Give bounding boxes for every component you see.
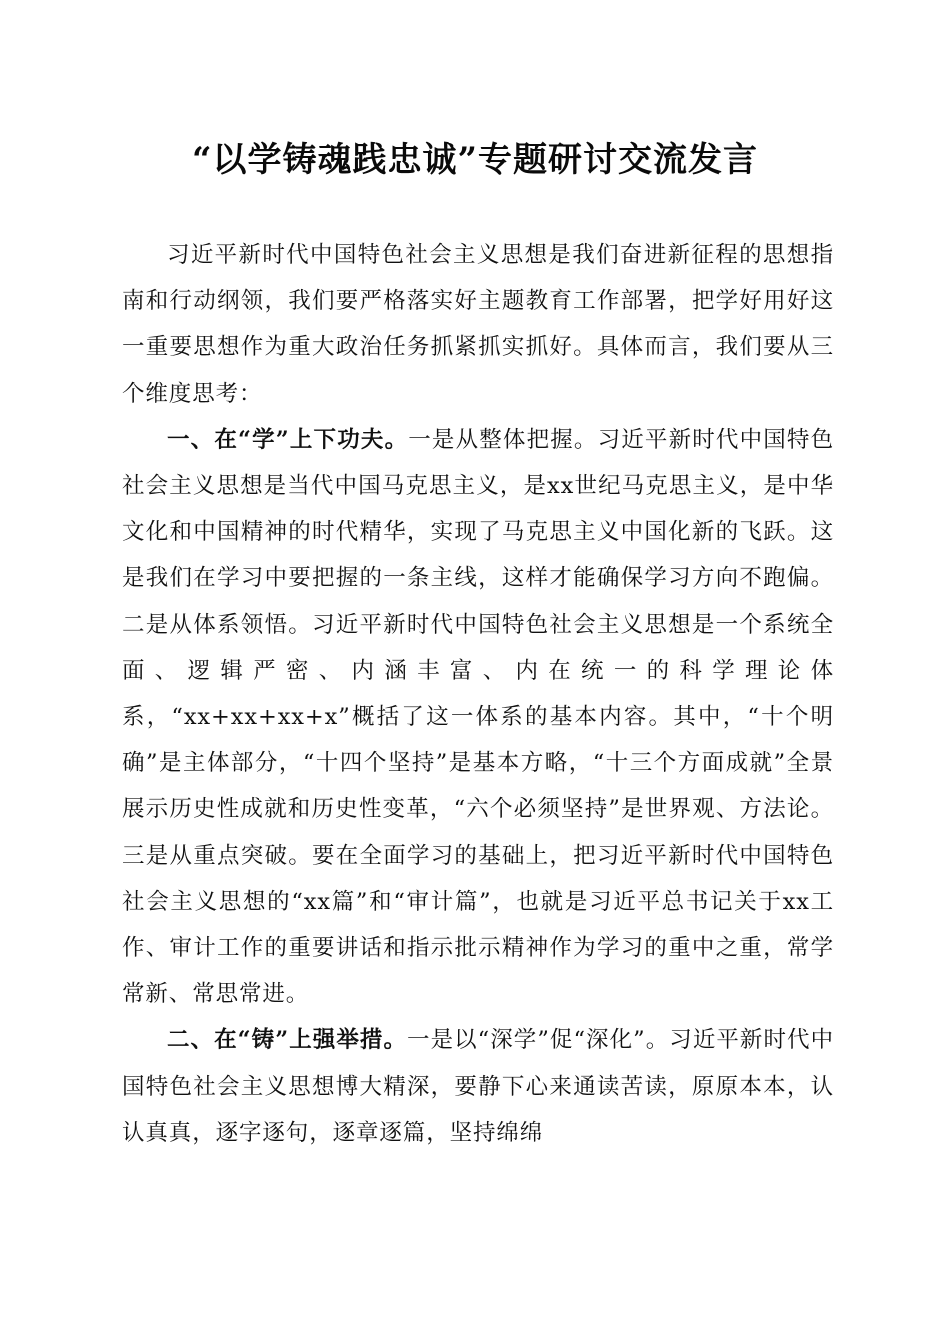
- document-title: “以学铸魂践忠诚”专题研讨交流发言: [191, 140, 759, 180]
- paragraph-section-2: [122, 1017, 834, 1156]
- section-2-heading: 二、在“铸”上强举措。: [167, 1027, 408, 1054]
- section-1-heading: 一、在“学”上下功夫。: [167, 426, 409, 453]
- paragraph-intro: [122, 232, 834, 417]
- paragraph-section-1: [122, 417, 834, 1018]
- paragraph-intro-text: 习近平新时代中国特色社会主义思想是我们奋进新征程的思想指南和行动纲领，我们要严格落实好主题教育工作部署，把学好用好这一重要思想作为重大政治任务抓紧抓实抓好。具体而言，我们要从三个维度思考：: [122, 242, 834, 407]
- section-1-text: 一是从整体把握。习近平新时代中国特色社会主义思想是当代中国马克思主义，是xx世纪马克思主义，是中华文化和中国精神的时代精华，实现了马克思主义中国化新的飞跃。这是我们在学习中要把握的一条主线，这样才能确保学习方向不跑偏。二是从体系领悟。习近平新时代中国特色社会主义思想是一个系统全面、逻辑严密、内涵丰富、内在统一的科学理论体系，“xx+xx+xx+x”概括了这一体系的基本内容。其中，“十个明确”是主体部分，“十四个坚持”是基本方略，“十三个方面成就”全景展示历史性成就和历史性变革，“六个必须坚持”是世界观、方法论。三是从重点突破。要在全面学习的基础上，把习近平新时代中国特色社会主义思想的“xx篇”和“审计篇”，也就是习近平总书记关于xx工作、审计工作的重要讲话和指示批示精神作为学习的重中之重，常学常新、常思常进。: [122, 426, 834, 1008]
- section-2-text: 一是以“深学”促“深化”。习近平新时代中国特色社会主义思想博大精深，要静下心来通读苦读，原原本本，认认真真，逐字逐句，逐章逐篇，坚持绵绵: [122, 1027, 834, 1146]
- document-body: [122, 232, 834, 1156]
